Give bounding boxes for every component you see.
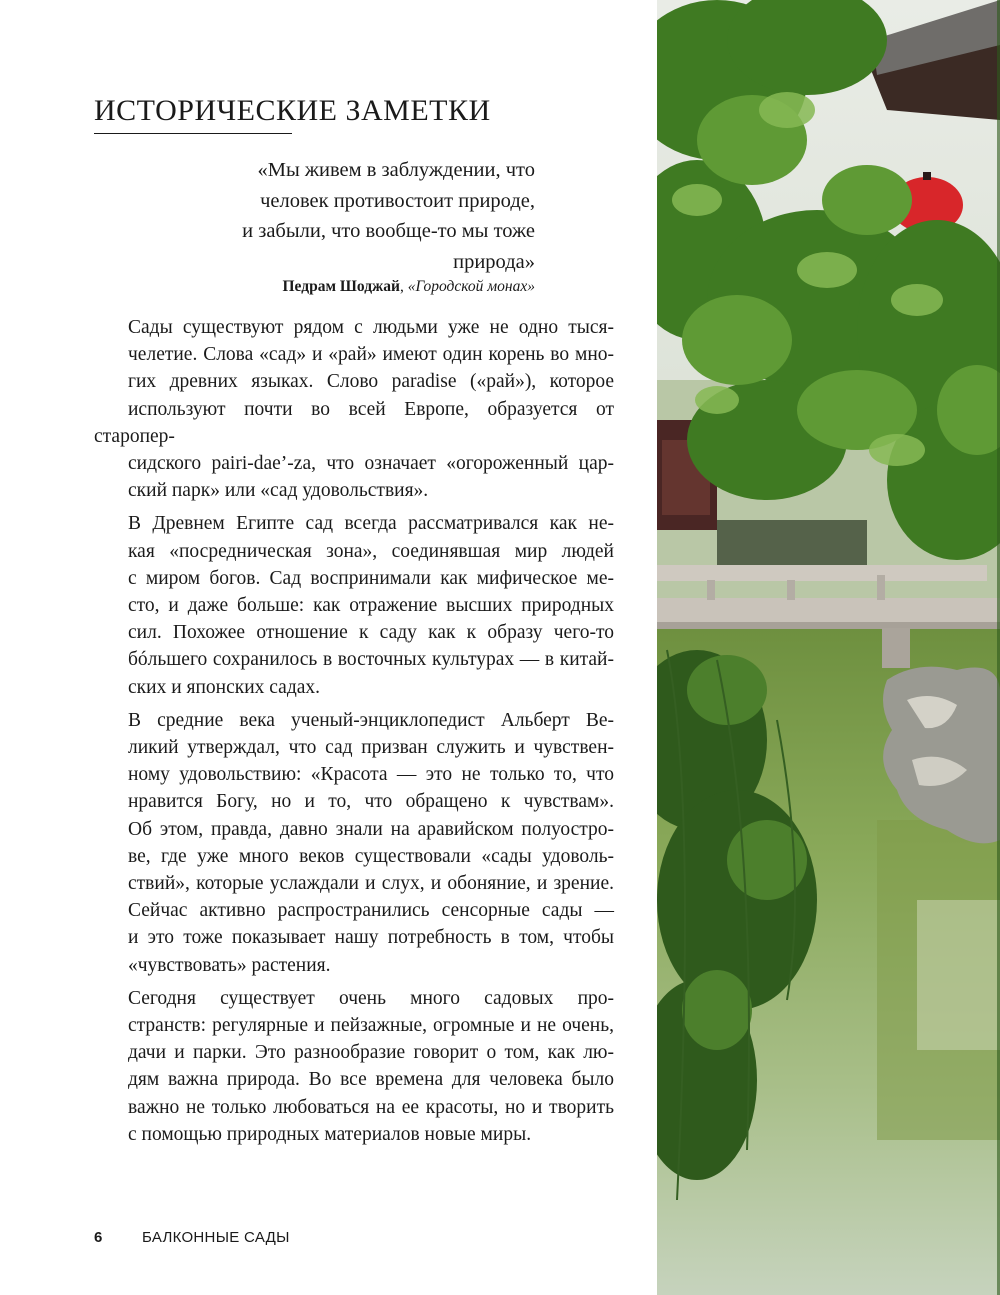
epigraph-source: «Городской монах» bbox=[407, 278, 535, 295]
text-line: дачи и парки. Это разнообразие говорит о том, как лю- bbox=[128, 1042, 614, 1064]
text-line: ве, где уже много веков существовали «сады удоволь- bbox=[128, 845, 614, 867]
text-line: Сады существуют рядом с людьми уже не одно тыся- bbox=[128, 317, 614, 338]
text-line: сто, и даже больше: как отражение высших природных bbox=[128, 595, 614, 617]
text-line: и это тоже показывает нашу потребность в том, чтобы bbox=[128, 927, 614, 949]
garden-photo-illustration bbox=[657, 0, 1000, 1295]
text-line: Об этом, правда, давно знали на аравийском полуостро- bbox=[128, 818, 614, 840]
text-line: нравится Богу, но и то, что обращено к чувствам». bbox=[128, 791, 614, 813]
epigraph-author: Педрам Шоджай bbox=[282, 278, 400, 295]
title-underline bbox=[94, 133, 292, 134]
text-line: дям важна природа. Во все времена для человека было bbox=[128, 1069, 614, 1091]
paragraph bbox=[94, 707, 614, 979]
epigraph-line: и забыли, что вообще-то мы тоже bbox=[242, 220, 535, 242]
text-line: ских и японских садах. bbox=[128, 676, 321, 698]
page-number: 6 bbox=[94, 1229, 103, 1246]
text-line: важно не только любоваться на ее красоты, но и творить bbox=[128, 1096, 614, 1118]
text-line: ствий», которые услаждали и слух, и обоняние, и зрение. bbox=[128, 873, 614, 895]
text-line: ному удовольствию: «Красота — это не только то, что bbox=[128, 764, 614, 786]
page-footer bbox=[94, 1229, 290, 1246]
text-line: с помощью природных материалов новые миры. bbox=[128, 1123, 532, 1145]
epigraph-line: природа» bbox=[453, 250, 535, 273]
text-line: ликий утверждал, что сад призван служить и чувствен- bbox=[128, 737, 614, 759]
text-line: сидского pairi-dae’-za, что означает «огороженный цар- bbox=[128, 453, 614, 475]
text-line: ский парк» или «сад удовольствия». bbox=[128, 480, 429, 502]
text-line: гих древних языках. Слово paradise («рай»), которое bbox=[128, 371, 614, 393]
running-title: БАЛКОННЫЕ САДЫ bbox=[142, 1229, 290, 1246]
garden-photo bbox=[657, 0, 1000, 1295]
body-text bbox=[94, 314, 614, 1154]
text-line: используют почти во всей Европе, образуется от старопер- bbox=[94, 398, 614, 447]
text-line: сил. Похожее отношение к саду как к образу чего-то bbox=[128, 622, 614, 644]
text-line: кая «посредническая зона», соединявшая мир людей bbox=[128, 540, 614, 562]
paragraph bbox=[94, 510, 614, 700]
text-line: странств: регулярные и пейзажные, огромные и не очень, bbox=[128, 1015, 614, 1037]
epigraph-line: человек противостоит природе, bbox=[260, 189, 535, 212]
text-line: с миром богов. Сад воспринимали как мифическое ме- bbox=[128, 567, 614, 589]
epigraph-attribution bbox=[140, 278, 535, 296]
epigraph-line: «Мы живем в заблуждении, что bbox=[257, 159, 535, 181]
text-line: Сейчас активно распространились сенсорные сады — bbox=[128, 900, 614, 922]
paragraph bbox=[94, 985, 614, 1148]
paragraph bbox=[94, 314, 614, 504]
text-line: В средние века ученый-энциклопедист Альберт Ве- bbox=[128, 709, 614, 731]
text-line: бóльшего сохранилось в восточных культурах — в китай- bbox=[128, 649, 614, 671]
text-line: В Древнем Египте сад всегда рассматривался как не- bbox=[128, 513, 614, 535]
text-line: челетие. Слова «сад» и «рай» имеют один корень во мно- bbox=[128, 344, 614, 366]
text-line: Сегодня существует очень много садовых про- bbox=[128, 987, 614, 1009]
section-title: ИСТОРИЧЕСКИЕ ЗАМЕТКИ bbox=[94, 94, 491, 127]
text-line: «чувствовать» растения. bbox=[128, 954, 331, 976]
epigraph-quote bbox=[140, 155, 535, 277]
attribution-separator: , bbox=[399, 278, 408, 295]
